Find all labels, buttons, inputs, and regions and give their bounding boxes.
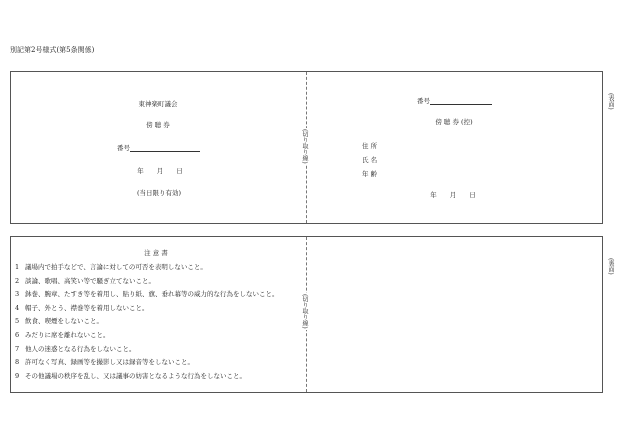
- stub-number-line: [430, 98, 492, 105]
- notes-item: 3 鉢巻、腕章、たすき等を着用し、貼り紙、旗、垂れ幕等の威力的な行為をしないこと。: [15, 290, 279, 299]
- stub-number-label: 番号: [417, 97, 430, 105]
- age-label: 年 齢: [362, 170, 378, 178]
- ticket-number-field: [117, 143, 200, 152]
- notes-item: 4 帽子、外とう、襟巻等を着用しないこと。: [15, 303, 149, 312]
- cut-line-label-back: (切り取り線): [301, 294, 308, 329]
- stub-number-field: [417, 96, 492, 105]
- notes-item: 5 飲食、喫煙をしないこと。: [15, 317, 103, 326]
- notes-list: [15, 262, 279, 384]
- stub-title: 傍 聴 券 (控): [435, 118, 473, 126]
- notes-item: 1 議場内で拍手などで、言論に対しての可否を表明しないこと。: [15, 263, 207, 271]
- ticket-number-line: [130, 145, 200, 152]
- council-name: 東神楽町議会: [138, 100, 178, 108]
- notes-item: 8 許可なく写真、録画等を撮影し又は録音等をしないこと。: [15, 358, 194, 367]
- name-label: 氏 名: [362, 156, 378, 164]
- ticket-date: 年 月 日: [137, 167, 183, 175]
- front-side-label: (表面): [607, 93, 614, 110]
- notes-item: 7 他人の迷惑となる行為をしないこと。: [15, 344, 136, 353]
- cut-line-label-front: (切り取り線): [301, 129, 308, 164]
- address-label: 住 所: [362, 142, 378, 150]
- notes-title: 注 意 書: [144, 249, 168, 257]
- notes-item: 2 談論、歌唱、高笑い等で騒ぎ立てないこと。: [15, 276, 155, 285]
- ticket-title: 傍 聴 券: [146, 121, 170, 129]
- stub-date: 年 月 日: [430, 191, 476, 199]
- back-side-label: (裏面): [607, 258, 614, 275]
- ticket-number-label: 番号: [117, 144, 130, 152]
- notes-item: 9 その他議場の秩序を乱し、又は議事の妨害となるような行為をしないこと。: [15, 371, 246, 380]
- notes-item: 6 みだりに席を離れないこと。: [15, 330, 110, 339]
- ticket-validity: (当日限り有効): [136, 189, 182, 197]
- form-caption: 別記第2号様式(第5条関係): [10, 46, 95, 54]
